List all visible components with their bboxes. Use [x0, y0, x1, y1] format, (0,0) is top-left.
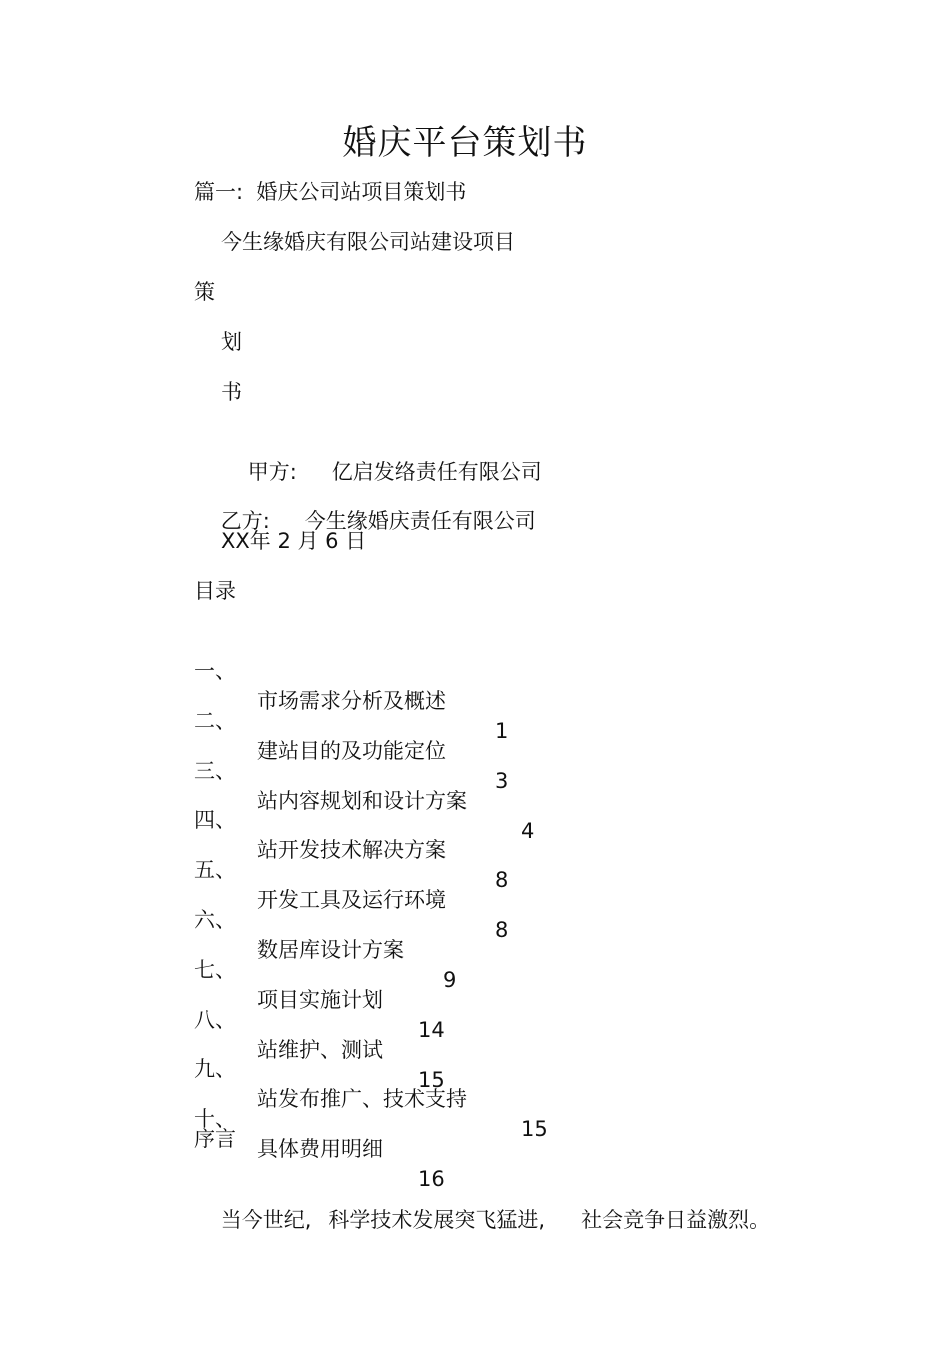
- toc-item-number: 九、: [194, 1057, 236, 1081]
- preface-segment-1: 当今世纪,: [220, 1208, 312, 1232]
- toc-item-number: 八、: [194, 1008, 236, 1032]
- toc-item-page: 8: [495, 868, 509, 892]
- toc-item-page: 4: [521, 819, 535, 843]
- preface-segment-3: 社会竞争日益激烈。: [581, 1208, 771, 1232]
- toc-item-title: 具体费用明细: [257, 1137, 383, 1161]
- toc-item-number: 十、: [194, 1107, 236, 1131]
- toc-heading: 目录: [194, 579, 236, 603]
- vertical-char-1: 策: [194, 280, 215, 304]
- party-a-label: 甲方:: [247, 460, 297, 484]
- toc-item-number: 四、: [194, 808, 236, 832]
- toc-item-page: 3: [495, 769, 509, 793]
- toc-item-number: 二、: [194, 709, 236, 733]
- toc-item-title: 开发工具及运行环境: [257, 888, 446, 912]
- preface-segment-2: 科学技术发展突飞猛进,: [328, 1208, 546, 1232]
- toc-item-number: 七、: [194, 958, 236, 982]
- toc-item-title: 站内容规划和设计方案: [257, 789, 467, 813]
- party-a-value: 亿启发络责任有限公司: [331, 460, 542, 484]
- toc-item-page: 9: [443, 968, 457, 992]
- preface-paragraph: [194, 1175, 770, 1265]
- toc-item-number: 五、: [194, 858, 236, 882]
- toc-item-title: 站维护、测试: [257, 1038, 383, 1062]
- toc-item-number: 三、: [194, 759, 236, 783]
- toc-item-title: 站发布推广、技术支持: [257, 1087, 467, 1111]
- party-b-value: 今生缘婚庆责任有限公司: [304, 509, 536, 533]
- party-b-label: 乙方:: [220, 509, 270, 533]
- toc-item-page: 15: [521, 1117, 548, 1141]
- document-title: 婚庆平台策划书: [342, 123, 588, 163]
- vertical-char-3: 书: [221, 380, 242, 404]
- toc-item-number: 一、: [194, 659, 236, 683]
- toc-item-title: 项目实施计划: [257, 988, 383, 1012]
- preface-heading: 序言: [194, 1127, 236, 1151]
- document-date: XX年 2 月 6 日: [221, 529, 367, 553]
- toc-item-page: 14: [418, 1018, 445, 1042]
- toc-item-title: 市场需求分析及概述: [257, 689, 446, 713]
- toc-item-page: 8: [495, 918, 509, 942]
- toc-item-number: 六、: [194, 908, 236, 932]
- toc-item-title: 站开发技术解决方案: [257, 838, 446, 862]
- toc-item-page: 15: [418, 1068, 445, 1092]
- toc-item-title: 数居库设计方案: [257, 938, 404, 962]
- toc-item-page: 1: [495, 719, 509, 743]
- toc-item-title: 建站目的及功能定位: [257, 739, 446, 763]
- vertical-char-2: 划: [221, 330, 242, 354]
- project-name: 今生缘婚庆有限公司站建设项目: [221, 230, 515, 254]
- toc-item-page: 16: [418, 1167, 445, 1191]
- part-heading: 篇一: 婚庆公司站项目策划书: [194, 180, 467, 204]
